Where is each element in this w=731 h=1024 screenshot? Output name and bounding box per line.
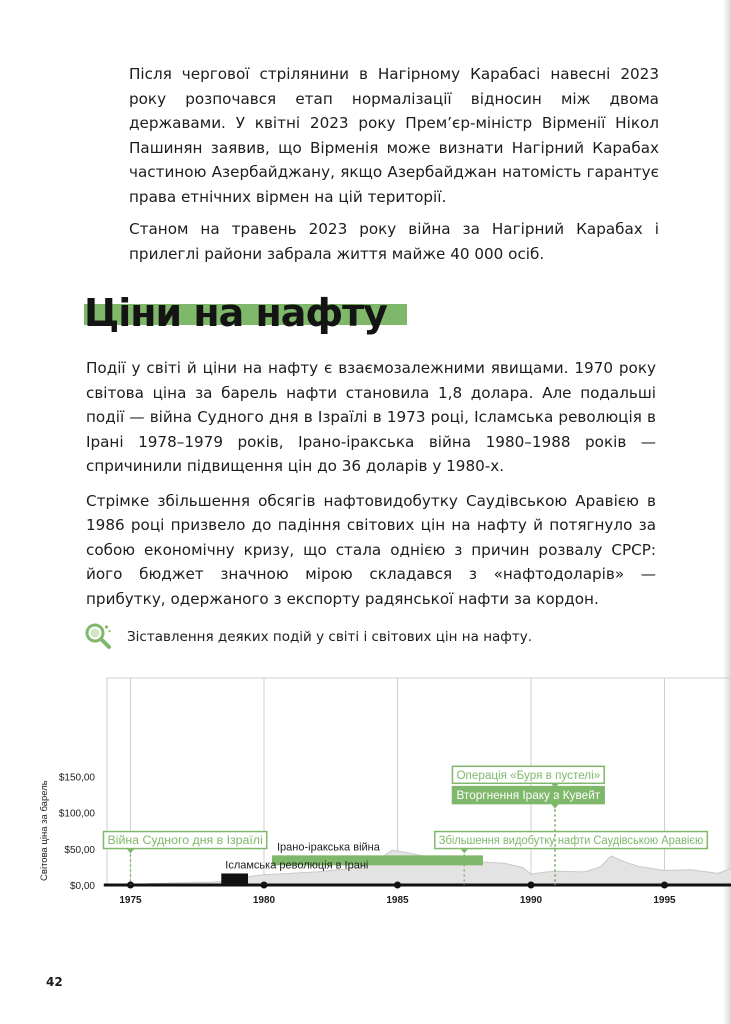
section-heading [84,289,414,339]
x-tick-label: 1980 [252,895,276,906]
x-tick-label: 1995 [653,895,676,906]
page-number: 42 [46,975,63,989]
y-tick-label: $100,00 [58,808,95,820]
event-label: Вторгнення Іраку в Кувейт [456,790,601,803]
x-tick-dot [661,882,668,889]
figure-caption: Зіставлення деяких подій у світі і світових цін на нафту. [127,629,532,645]
oil-price-chart [0,660,731,920]
x-tick-label: 1985 [386,895,409,906]
intro-text [129,62,659,274]
intro-paragraph: Станом на травень 2023 року війна за Нагірний Карабах і прилеглі райони забрала життя майже 40 000 осіб. [129,220,659,263]
event-label: Ірано-іракська війна [277,841,380,854]
body-paragraph: Стрімке збільшення обсягів нафтовидобутку Саудівською Аравією в 1986 році призвело до падіння світових цін на нафту й потягнуло за собою економічну кризу, що стала однією з причин розвалу СРСР: його бюджет значною мірою складався з «нафтодоларів» — прибутку, одержаного з експорту радянської нафти за кордон. [86,491,656,608]
x-tick-dot [528,882,535,889]
y-tick-label: $0,00 [69,881,95,892]
body-paragraph: Події у світі й ціни на нафту є взаємозалежними явищами. 1970 року світова ціна за барель нафти становила 1,8 долара. Але подальші події — війна Судного дня в Ізраїлі в 1973 році, Ісламська революція в Ірані 1978–1979 років, Ірано-іракська війна 1980–1988 років — спричинили підвищення цін до 36 доларів у 1980-х. [86,359,656,475]
event-bar-dark [221,873,248,883]
section-body [86,356,656,621]
x-tick-dot [261,882,268,889]
intro-paragraph: Після чергової стрілянини в Нагірному Карабасі навесні 2023 року розпочався етап нормалізації відносин між двома державами. У квітні 2023 року Прем’єр-міністр Вірменії Нікол Пашинян заявив, що Вірменія може визнати Нагірний Карабах частиною Азербайджану, якщо Азербайджан натомість гарантує права етнічних вірмен на цій території. [129,65,659,206]
event-label: Війна Судного дня в Ізраїлі [107,835,263,848]
y-axis-label: Світова ціна за барель [39,780,50,881]
section-title: Ціни на нафту [84,291,387,335]
y-tick-label: $50,00 [64,844,95,856]
x-tick-dot [394,882,401,889]
magnifier-icon [84,622,112,650]
event-label: Операція «Буря в пустелі» [456,769,601,782]
event-label: Ісламська революція в Ірані [225,859,369,872]
x-tick-label: 1990 [519,895,543,906]
event-label: Збільшення видобутку нафти Саудівською Аравією [438,835,704,848]
x-tick-label: 1975 [119,895,142,906]
y-tick-label: $150,00 [58,772,95,784]
